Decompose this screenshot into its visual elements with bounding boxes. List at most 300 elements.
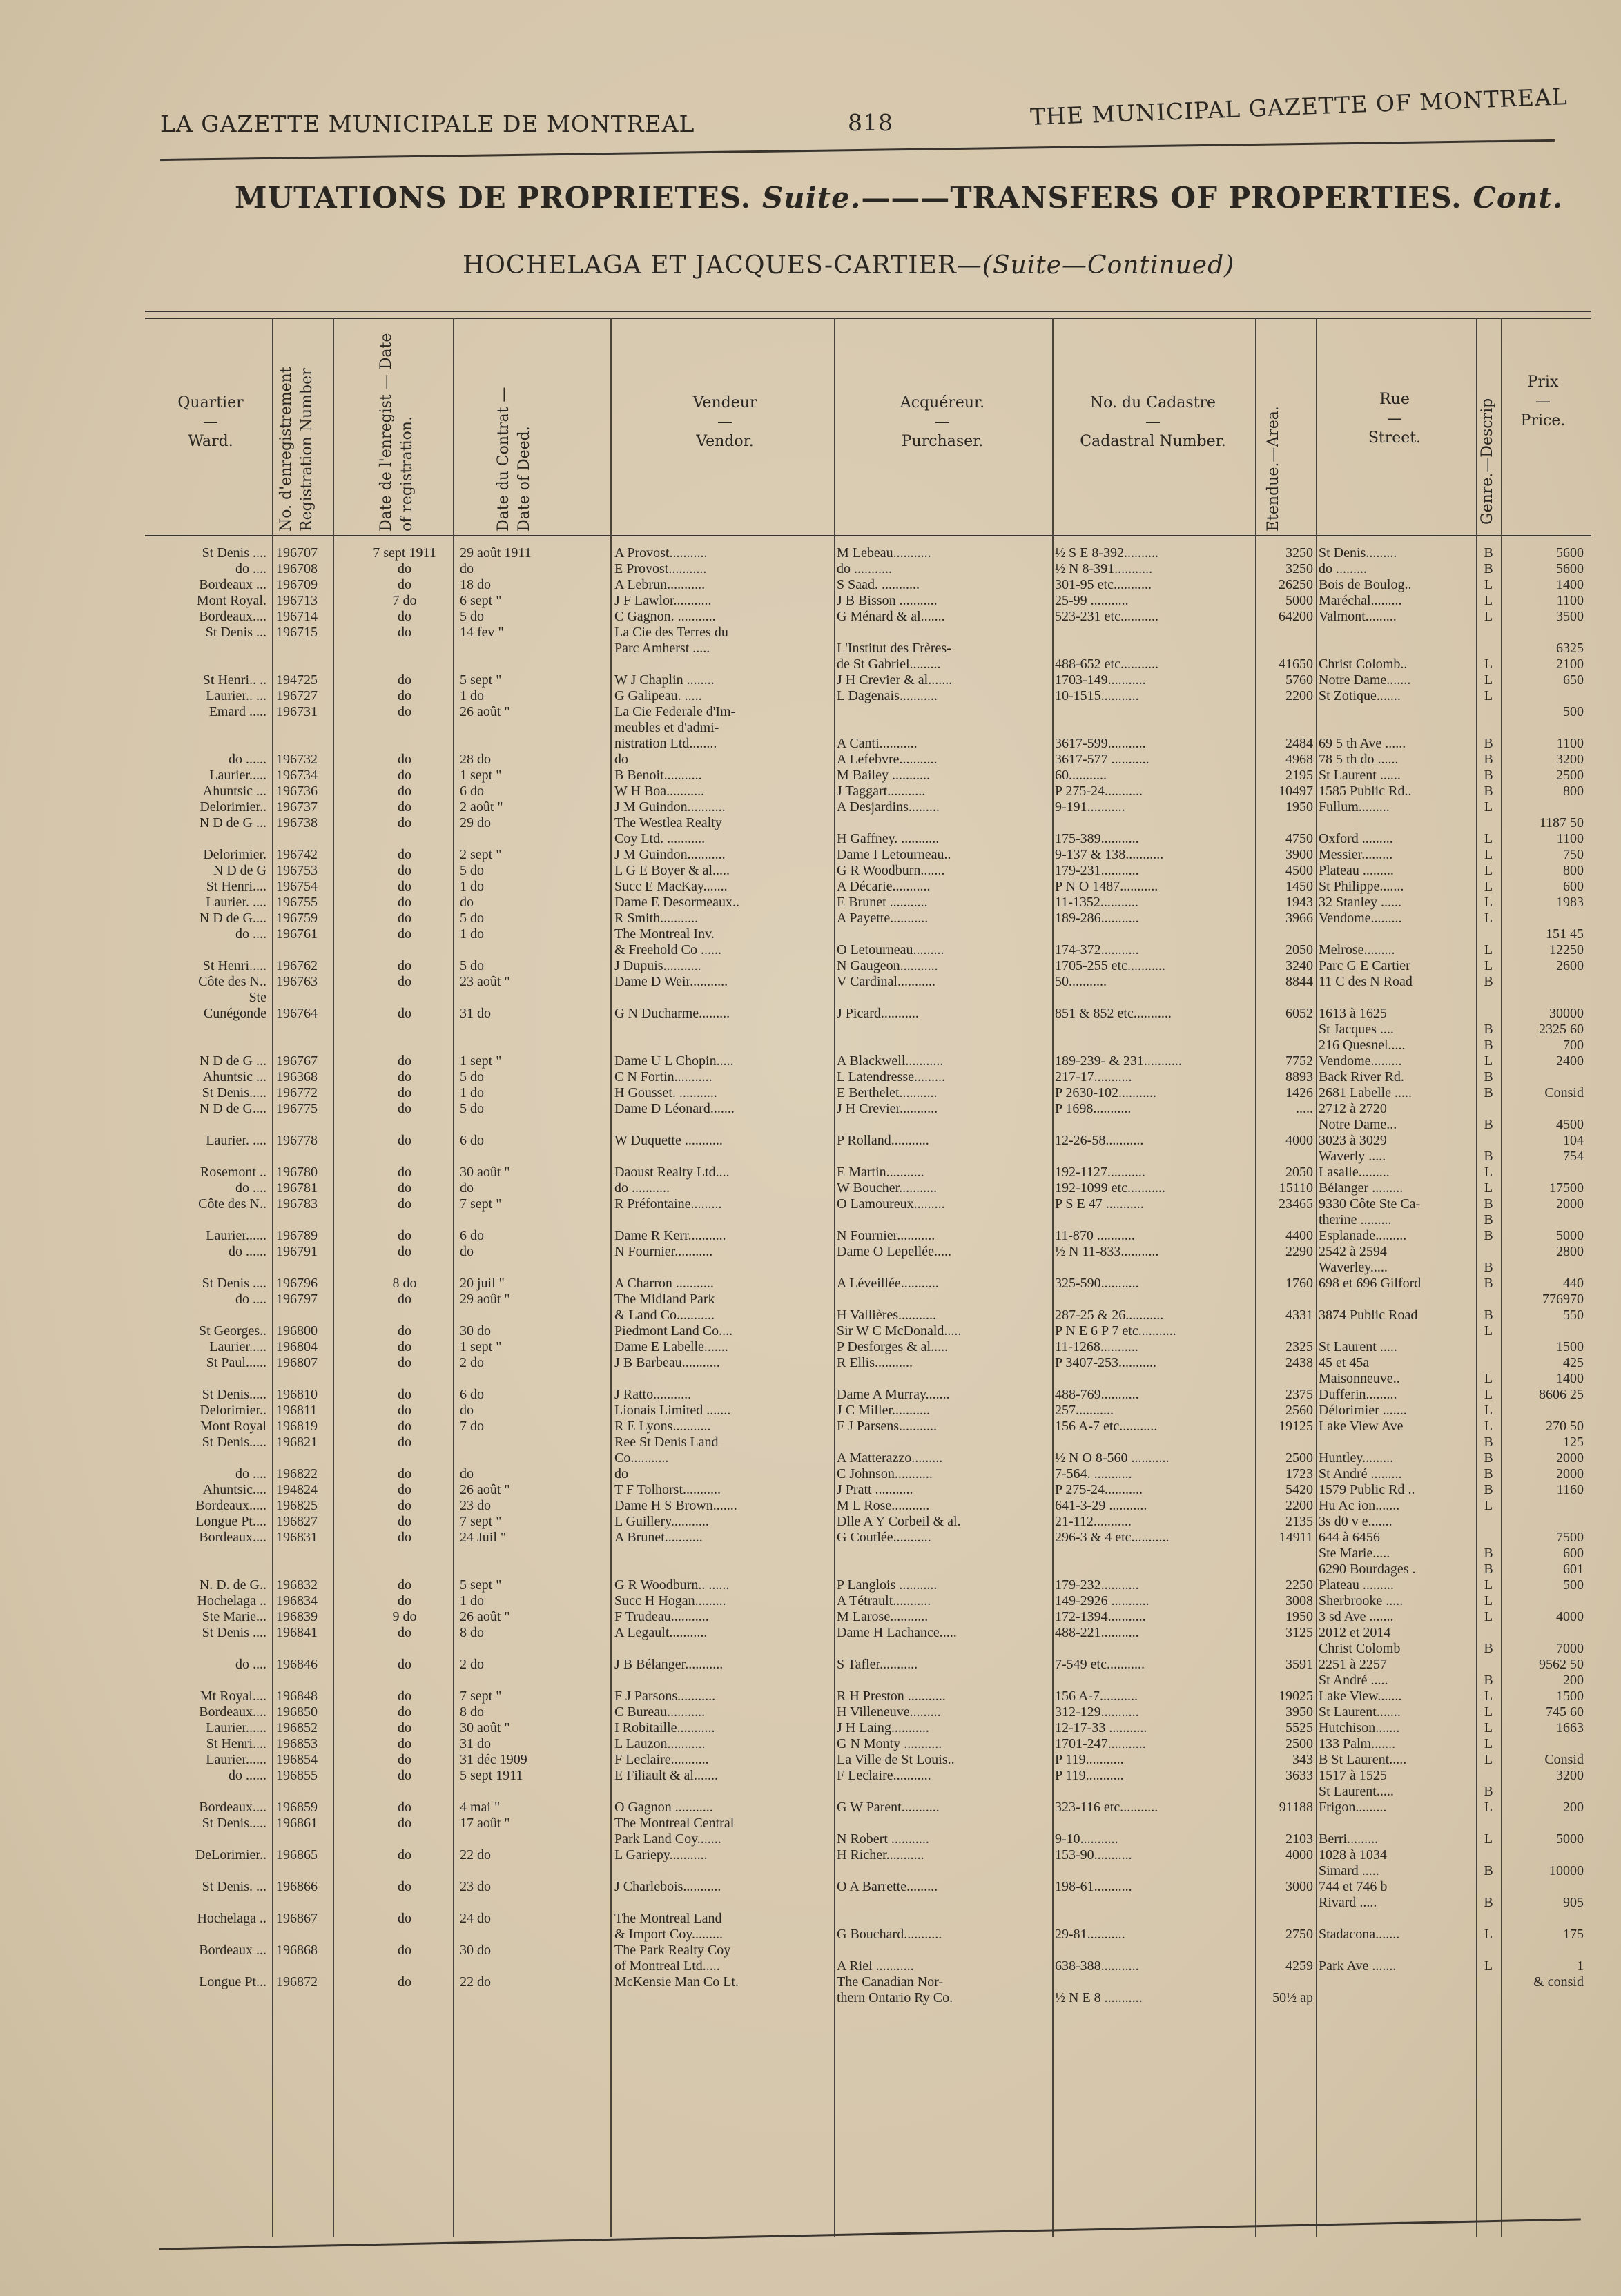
cadastral-number-cell: P 3407-253........... [1055,1355,1157,1370]
street-cell: Sherbrooke ..... [1319,1593,1404,1608]
description-cell: B [1484,974,1493,989]
street-cell: 644 à 6456 [1319,1530,1380,1545]
street-cell: Waverly ..... [1319,1149,1386,1164]
price-cell: 2000 [1556,1450,1584,1466]
price-cell: 8606 25 [1539,1387,1584,1402]
street-cell: Christ Colomb [1319,1641,1401,1656]
title-separator: ——— [861,181,951,215]
price-cell: 1983 [1556,895,1584,910]
cadastral-number-cell: 3617-599........... [1055,736,1146,751]
vendor-cell: Dame E Desormeaux.. [614,895,740,910]
purchaser-cell: thern Ontario Ry Co. [837,1990,953,2005]
description-cell: B [1484,1482,1493,1497]
ward-cell: N D de G ... [199,1053,266,1069]
vendor-cell: The Montreal Central [614,1816,735,1831]
registration-date-cell: do [398,1323,411,1339]
cadastral-number-cell: 1703-149........... [1055,672,1146,688]
table-row [145,1943,1591,1958]
street-cell: Notre Dame....... [1319,672,1411,688]
area-cell: 8844 [1285,974,1313,989]
table-row [145,1180,1591,1196]
deed-date-cell: 1 do [460,1085,484,1100]
registration-date-cell: do [398,799,411,815]
cadastral-number-cell: 641-3-29 ........... [1055,1498,1147,1513]
street-cell: 1585 Public Rd.. [1319,784,1412,799]
header-price-dash: — [1535,393,1551,410]
table-row [145,1768,1591,1784]
deed-date-cell: 7 do [460,1419,484,1434]
registration-date-cell: do [398,1482,411,1497]
description-cell: B [1484,784,1493,799]
cadastral-number-cell: 156 A-7........... [1055,1689,1138,1704]
purchaser-cell: H Richer........... [837,1847,924,1862]
deed-date-cell: 2 do [460,1355,484,1370]
street-cell: Berri......... [1319,1831,1379,1847]
street-cell: St Zotique....... [1319,688,1401,703]
price-cell: 5000 [1556,1831,1584,1847]
ward-cell: N. D. de G.. [199,1577,266,1593]
street-cell: Vendome......... [1319,1053,1402,1069]
cadastral-number-cell: ½ N 8-391........... [1055,561,1153,576]
table-row [145,688,1591,704]
area-cell: 3125 [1285,1625,1313,1640]
price-cell: 1187 50 [1539,815,1584,830]
cadastral-number-cell: P 275-24........... [1055,1482,1143,1497]
purchaser-cell: A Léveillée........... [837,1276,939,1291]
registration-number-cell: 196763 [276,974,318,989]
header-purchaser-fr: Acquéreur. [900,394,985,411]
cadastral-number-cell: 189-286........... [1055,911,1139,926]
vendor-cell: F Leclaire........... [614,1752,709,1767]
area-cell: ..... [1296,1101,1313,1116]
vendor-cell: C Gagnon. ........... [614,609,716,624]
price-cell: 2000 [1556,1196,1584,1212]
purchaser-cell: A Lefebvre........... [837,752,938,767]
description-cell: L [1484,688,1493,703]
vendor-cell: do [614,752,628,767]
vendor-cell: Succ E MacKay....... [614,879,728,894]
purchaser-cell: do ........... [837,561,892,576]
cadastral-number-cell: 11-1268........... [1055,1339,1138,1354]
description-cell: B [1484,1784,1493,1799]
vendor-cell: R Smith........... [614,911,699,926]
registration-date-cell: do [398,609,411,624]
registration-date-cell: do [398,1800,411,1815]
registration-number-cell: 196839 [276,1609,318,1624]
cadastral-number-cell: ½ N O 8-560 ........... [1055,1450,1169,1466]
description-cell: B [1484,1562,1493,1577]
table-row [145,1133,1591,1149]
registration-date-cell: do [398,1752,411,1767]
registration-number-cell: 196775 [276,1101,318,1116]
street-cell: Waverley..... [1319,1260,1388,1275]
registration-date-cell: do [398,1736,411,1751]
description-cell: B [1484,768,1493,783]
description-cell: L [1484,1800,1493,1815]
table-row [145,847,1591,863]
street-cell: do ......... [1319,561,1367,576]
header-purchaser-dash: — [935,414,950,431]
purchaser-cell: J Pratt ........... [837,1482,913,1497]
registration-date-cell: do [398,561,411,576]
price-cell: 2400 [1556,1053,1584,1069]
vendor-cell: N Fournier........... [614,1244,713,1259]
deed-date-cell: 23 do [460,1498,491,1513]
table-row [145,1101,1591,1117]
vendor-cell: W J Chaplin ........ [614,672,715,688]
ward-cell: Bordeaux.... [199,1704,266,1720]
registration-date-cell: do [398,1292,411,1307]
price-cell: 905 [1563,1895,1584,1910]
vendor-cell: & Import Coy......... [614,1927,724,1942]
price-cell: 550 [1563,1307,1584,1323]
street-cell: 2681 Labelle ..... [1319,1085,1412,1100]
description-cell: B [1484,1434,1493,1450]
registration-date-cell: do [398,1355,411,1370]
street-cell: 6290 Bourdages . [1319,1562,1416,1577]
vendor-cell: Ree St Denis Land [614,1434,719,1450]
street-cell: 69 5 th Ave ...... [1319,736,1406,751]
area-cell: 2135 [1285,1514,1313,1529]
ward-cell: Mt Royal.... [200,1689,266,1704]
registration-number-cell: 196852 [276,1720,318,1735]
street-cell: Back River Rd. [1319,1069,1404,1084]
street-cell: St André ..... [1319,1673,1388,1688]
purchaser-cell: W Boucher........... [837,1180,938,1196]
ward-cell: DeLorimier.. [195,1847,266,1862]
ward-cell: Ste Marie... [202,1609,266,1624]
area-cell: 1950 [1285,799,1313,815]
table-row [145,1927,1591,1943]
registration-date-cell: do [398,1530,411,1545]
street-cell: Christ Colomb.. [1319,656,1408,672]
deed-date-cell: 29 do [460,815,491,830]
purchaser-cell: Dlle A Y Corbeil & al. [837,1514,961,1529]
price-cell: 30000 [1549,1006,1584,1021]
street-cell: Parc G E Cartier [1319,958,1410,973]
cadastral-number-cell: 638-388........... [1055,1958,1139,1974]
street-cell: Bois de Boulog.. [1319,577,1412,592]
ward-cell: St Denis..... [202,1387,266,1402]
registration-number-cell: 196865 [276,1847,318,1862]
price-cell: 1160 [1556,1482,1584,1497]
cadastral-number-cell: 851 & 852 etc........... [1055,1006,1172,1021]
table-row [145,1419,1591,1434]
cadastral-number-cell: 9-10........... [1055,1831,1118,1847]
description-cell: L [1484,911,1493,926]
cadastral-number-cell: 287-25 & 26........... [1055,1307,1164,1323]
table-row [145,1053,1591,1069]
description-cell: B [1484,1466,1493,1481]
vendor-cell: Co........... [614,1450,669,1466]
registration-date-cell: do [398,1689,411,1704]
area-cell: 19025 [1279,1689,1313,1704]
vendor-cell: F Trudeau........... [614,1609,709,1624]
registration-date-cell: do [398,1625,411,1640]
vendor-cell: H Gousset. ........... [614,1085,717,1100]
street-cell: 1613 à 1625 [1319,1006,1387,1021]
ward-cell: Rosemont .. [200,1165,266,1180]
price-cell: 5600 [1556,545,1584,561]
cadastral-number-cell: 29-81........... [1055,1927,1125,1942]
table-row [145,1006,1591,1022]
deed-date-cell: 30 août " [460,1720,510,1735]
cadastral-number-cell: 172-1394........... [1055,1609,1146,1624]
header-registration-date: Date de l'enregist — Date of registration. [378,333,416,532]
description-cell: L [1484,1165,1493,1180]
purchaser-cell: L Latendresse......... [837,1069,945,1084]
table-row [145,1847,1591,1863]
cadastral-number-cell: 179-232........... [1055,1577,1139,1593]
price-cell: 2000 [1556,1466,1584,1481]
cadastral-number-cell: 1701-247........... [1055,1736,1146,1751]
vendor-cell: La Cie Federale d'Im- [614,704,736,719]
cadastral-number-cell: 60........... [1055,768,1107,783]
registration-date-cell: do [398,863,411,878]
area-cell: 3591 [1285,1657,1313,1672]
street-cell: Maisonneuve.. [1319,1371,1400,1386]
table-row [145,926,1591,942]
deed-date-cell: do [460,1244,474,1259]
table-row [145,1450,1591,1466]
registration-date-cell: do [398,688,411,703]
registration-date-cell: do [398,1768,411,1783]
deed-date-cell: 26 août " [460,1609,510,1624]
description-cell: B [1484,1069,1493,1084]
cadastral-number-cell: P 1698........... [1055,1101,1132,1116]
header-right: THE MUNICIPAL GAZETTE OF MONTREAL [1029,83,1569,130]
purchaser-cell: E Berthelet........... [837,1085,938,1100]
registration-number-cell: 196853 [276,1736,318,1751]
purchaser-cell: P Desforges & al..... [837,1339,949,1354]
description-cell: L [1484,577,1493,592]
title-en-cont: Cont. [1473,181,1564,215]
description-cell: B [1484,1196,1493,1212]
price-cell: 745 60 [1546,1704,1584,1720]
table-row [145,1958,1591,1974]
vendor-cell: nistration Ltd........ [614,736,717,751]
purchaser-cell: G R Woodburn....... [837,863,945,878]
description-cell: B [1484,1895,1493,1910]
description-cell: L [1484,1609,1493,1624]
price-cell: 3200 [1556,752,1584,767]
area-cell: 3950 [1285,1704,1313,1720]
table-row [145,1292,1591,1307]
ward-cell: Laurier...... [206,1720,266,1735]
purchaser-cell: O Letourneau......... [837,942,944,957]
vendor-cell: J M Guindon........... [614,799,726,815]
registration-date-cell: do [398,1434,411,1450]
description-cell: L [1484,609,1493,624]
area-cell: 91188 [1279,1800,1313,1815]
deed-date-cell: 14 fev " [460,625,504,640]
table-row [145,609,1591,625]
area-cell: 1950 [1285,1609,1313,1624]
street-cell: St Laurent....... [1319,1704,1401,1720]
price-cell: 440 [1563,1276,1584,1291]
table-row [145,768,1591,784]
price-cell: 1500 [1556,1689,1584,1704]
registration-date-cell: do [398,911,411,926]
vendor-cell: A Brunet........... [614,1530,703,1545]
description-cell: L [1484,1831,1493,1847]
subtitle-main: HOCHELAGA ET JACQUES-CARTIER [463,251,957,280]
cadastral-number-cell: 488-221........... [1055,1625,1139,1640]
area-cell: 4968 [1285,752,1313,767]
registration-number-cell: 196804 [276,1339,318,1354]
purchaser-cell: A Décarie........... [837,879,931,894]
header-vendor-dash: — [717,414,732,431]
registration-date-cell: do [398,1196,411,1212]
vendor-cell: Dame D Léonard....... [614,1101,735,1116]
street-cell: 3874 Public Road [1319,1307,1418,1323]
table-row [145,1403,1591,1419]
registration-number-cell: 196754 [276,879,318,894]
registration-number-cell: 196800 [276,1323,318,1339]
street-cell: Simard ..... [1319,1863,1379,1878]
street-cell: Ste Marie..... [1319,1546,1390,1561]
registration-date-cell: do [398,958,411,973]
purchaser-cell: J C Miller........... [837,1403,931,1418]
purchaser-cell: de St Gabriel......... [837,656,941,672]
price-cell: 750 [1563,847,1584,862]
ward-cell: N D de G.... [199,911,266,926]
registration-date-cell: do [398,1577,411,1593]
deed-date-cell: 30 do [460,1323,491,1339]
registration-date-cell: do [398,1101,411,1116]
vendor-cell: McKensie Man Co Lt. [614,1974,739,1989]
registration-number-cell: 196789 [276,1228,318,1243]
ward-cell: Ste [249,990,266,1005]
vendor-cell: B Benoit........... [614,768,702,783]
table-row [145,990,1591,1006]
cadastral-number-cell: P 119........... [1055,1752,1124,1767]
area-cell: 2750 [1285,1927,1313,1942]
price-cell: 2325 60 [1539,1022,1584,1037]
street-cell: Messier......... [1319,847,1393,862]
deed-date-cell: 1 do [460,1593,484,1608]
deed-date-cell: 2 août " [460,799,503,815]
ward-cell: St Denis..... [202,1085,266,1100]
purchaser-cell: F Leclaire........... [837,1768,931,1783]
vendor-cell: R Préfontaine......... [614,1196,722,1212]
registration-number-cell: 196832 [276,1577,318,1593]
vendor-cell: J B Barbeau........... [614,1355,720,1370]
registration-date-cell: do [398,1403,411,1418]
registration-number-cell: 196742 [276,847,318,862]
street-cell: B St Laurent..... [1319,1752,1407,1767]
price-cell: 2600 [1556,958,1584,973]
header-area: Etendue.—Area. [1265,406,1282,532]
vendor-cell: Piedmont Land Co.... [614,1323,733,1339]
purchaser-cell: R Ellis........... [837,1355,913,1370]
price-cell: 600 [1563,1546,1584,1561]
street-cell: St Laurent..... [1319,1784,1394,1799]
header-left: LA GAZETTE MUNICIPALE DE MONTREAL [160,110,695,137]
cadastral-number-cell: 50........... [1055,974,1107,989]
table-row [145,1339,1591,1355]
area-cell: 3240 [1285,958,1313,973]
registration-number-cell: 196780 [276,1165,318,1180]
table-row [145,895,1591,911]
registration-date-cell: do [398,1720,411,1735]
price-cell: 1400 [1556,1371,1584,1386]
ward-cell: do ...... [229,752,266,767]
price-cell: 2500 [1556,768,1584,783]
purchaser-cell: La Ville de St Louis.. [837,1752,955,1767]
table-row [145,879,1591,895]
purchaser-cell: L Dagenais........... [837,688,938,703]
table-row [145,1546,1591,1562]
registration-date-cell: do [398,1228,411,1243]
table-row [145,799,1591,815]
deed-date-cell: 6 sept " [460,593,502,608]
ward-cell: do .... [235,1657,266,1672]
purchaser-cell: M Lebeau........... [837,545,931,561]
cadastral-number-cell: P 275-24........... [1055,784,1143,799]
description-cell: L [1484,1053,1493,1069]
registration-date-cell: do [398,1974,411,1989]
vendor-cell: & Freehold Co ...... [614,942,721,957]
vendor-cell: G R Woodburn.. ...... [614,1577,730,1593]
registration-date-cell: do [398,1816,411,1831]
area-cell: 3900 [1285,847,1313,862]
street-cell: St Laurent ..... [1319,1339,1397,1354]
registration-date-cell: do [398,1911,411,1926]
ward-cell: St Denis..... [202,1816,266,1831]
cadastral-number-cell: 21-112........... [1055,1514,1132,1529]
purchaser-cell: G W Parent........... [837,1800,940,1815]
deed-date-cell: 1 sept " [460,768,502,783]
deed-date-cell: 4 mai " [460,1800,501,1815]
registration-number-cell: 196831 [276,1530,318,1545]
registration-date-cell: do [398,1165,411,1180]
price-cell: 800 [1563,863,1584,878]
table-row [145,1530,1591,1546]
deed-date-cell: 23 do [460,1879,491,1894]
ward-cell: St Denis..... [202,1434,266,1450]
purchaser-cell: J B Bisson ........... [837,593,938,608]
description-cell: B [1484,1673,1493,1688]
price-cell: 4500 [1556,1117,1584,1132]
price-cell: & consid [1533,1974,1584,1989]
description-cell: B [1484,545,1493,561]
description-cell: L [1484,895,1493,910]
registration-number-cell: 196822 [276,1466,318,1481]
price-cell: 12250 [1549,942,1584,957]
ward-cell: do ...... [229,1244,266,1259]
registration-date-cell: do [398,847,411,862]
price-cell: 7500 [1556,1530,1584,1545]
header-genre: Genre.—Descrip [1479,398,1496,525]
registration-number-cell: 196854 [276,1752,318,1767]
purchaser-cell: Dame H Lachance..... [837,1625,957,1640]
street-cell: 11 C des N Road [1319,974,1413,989]
vendor-cell: Dame E Labelle....... [614,1339,728,1354]
cadastral-number-cell: P 119........... [1055,1768,1124,1783]
registration-number-cell: 196755 [276,895,318,910]
street-cell: Bélanger ......... [1319,1180,1404,1196]
deed-date-cell: 23 août " [460,974,510,989]
vendor-cell: & Land Co........... [614,1307,715,1323]
table-row [145,1117,1591,1133]
registration-date-cell: 9 do [392,1609,417,1624]
ward-cell: St Henri..... [202,958,266,973]
header-street-fr: Rue [1379,391,1410,408]
purchaser-cell: M Larose........... [837,1609,929,1624]
registration-number-cell: 196761 [276,926,318,942]
table-row [145,958,1591,974]
